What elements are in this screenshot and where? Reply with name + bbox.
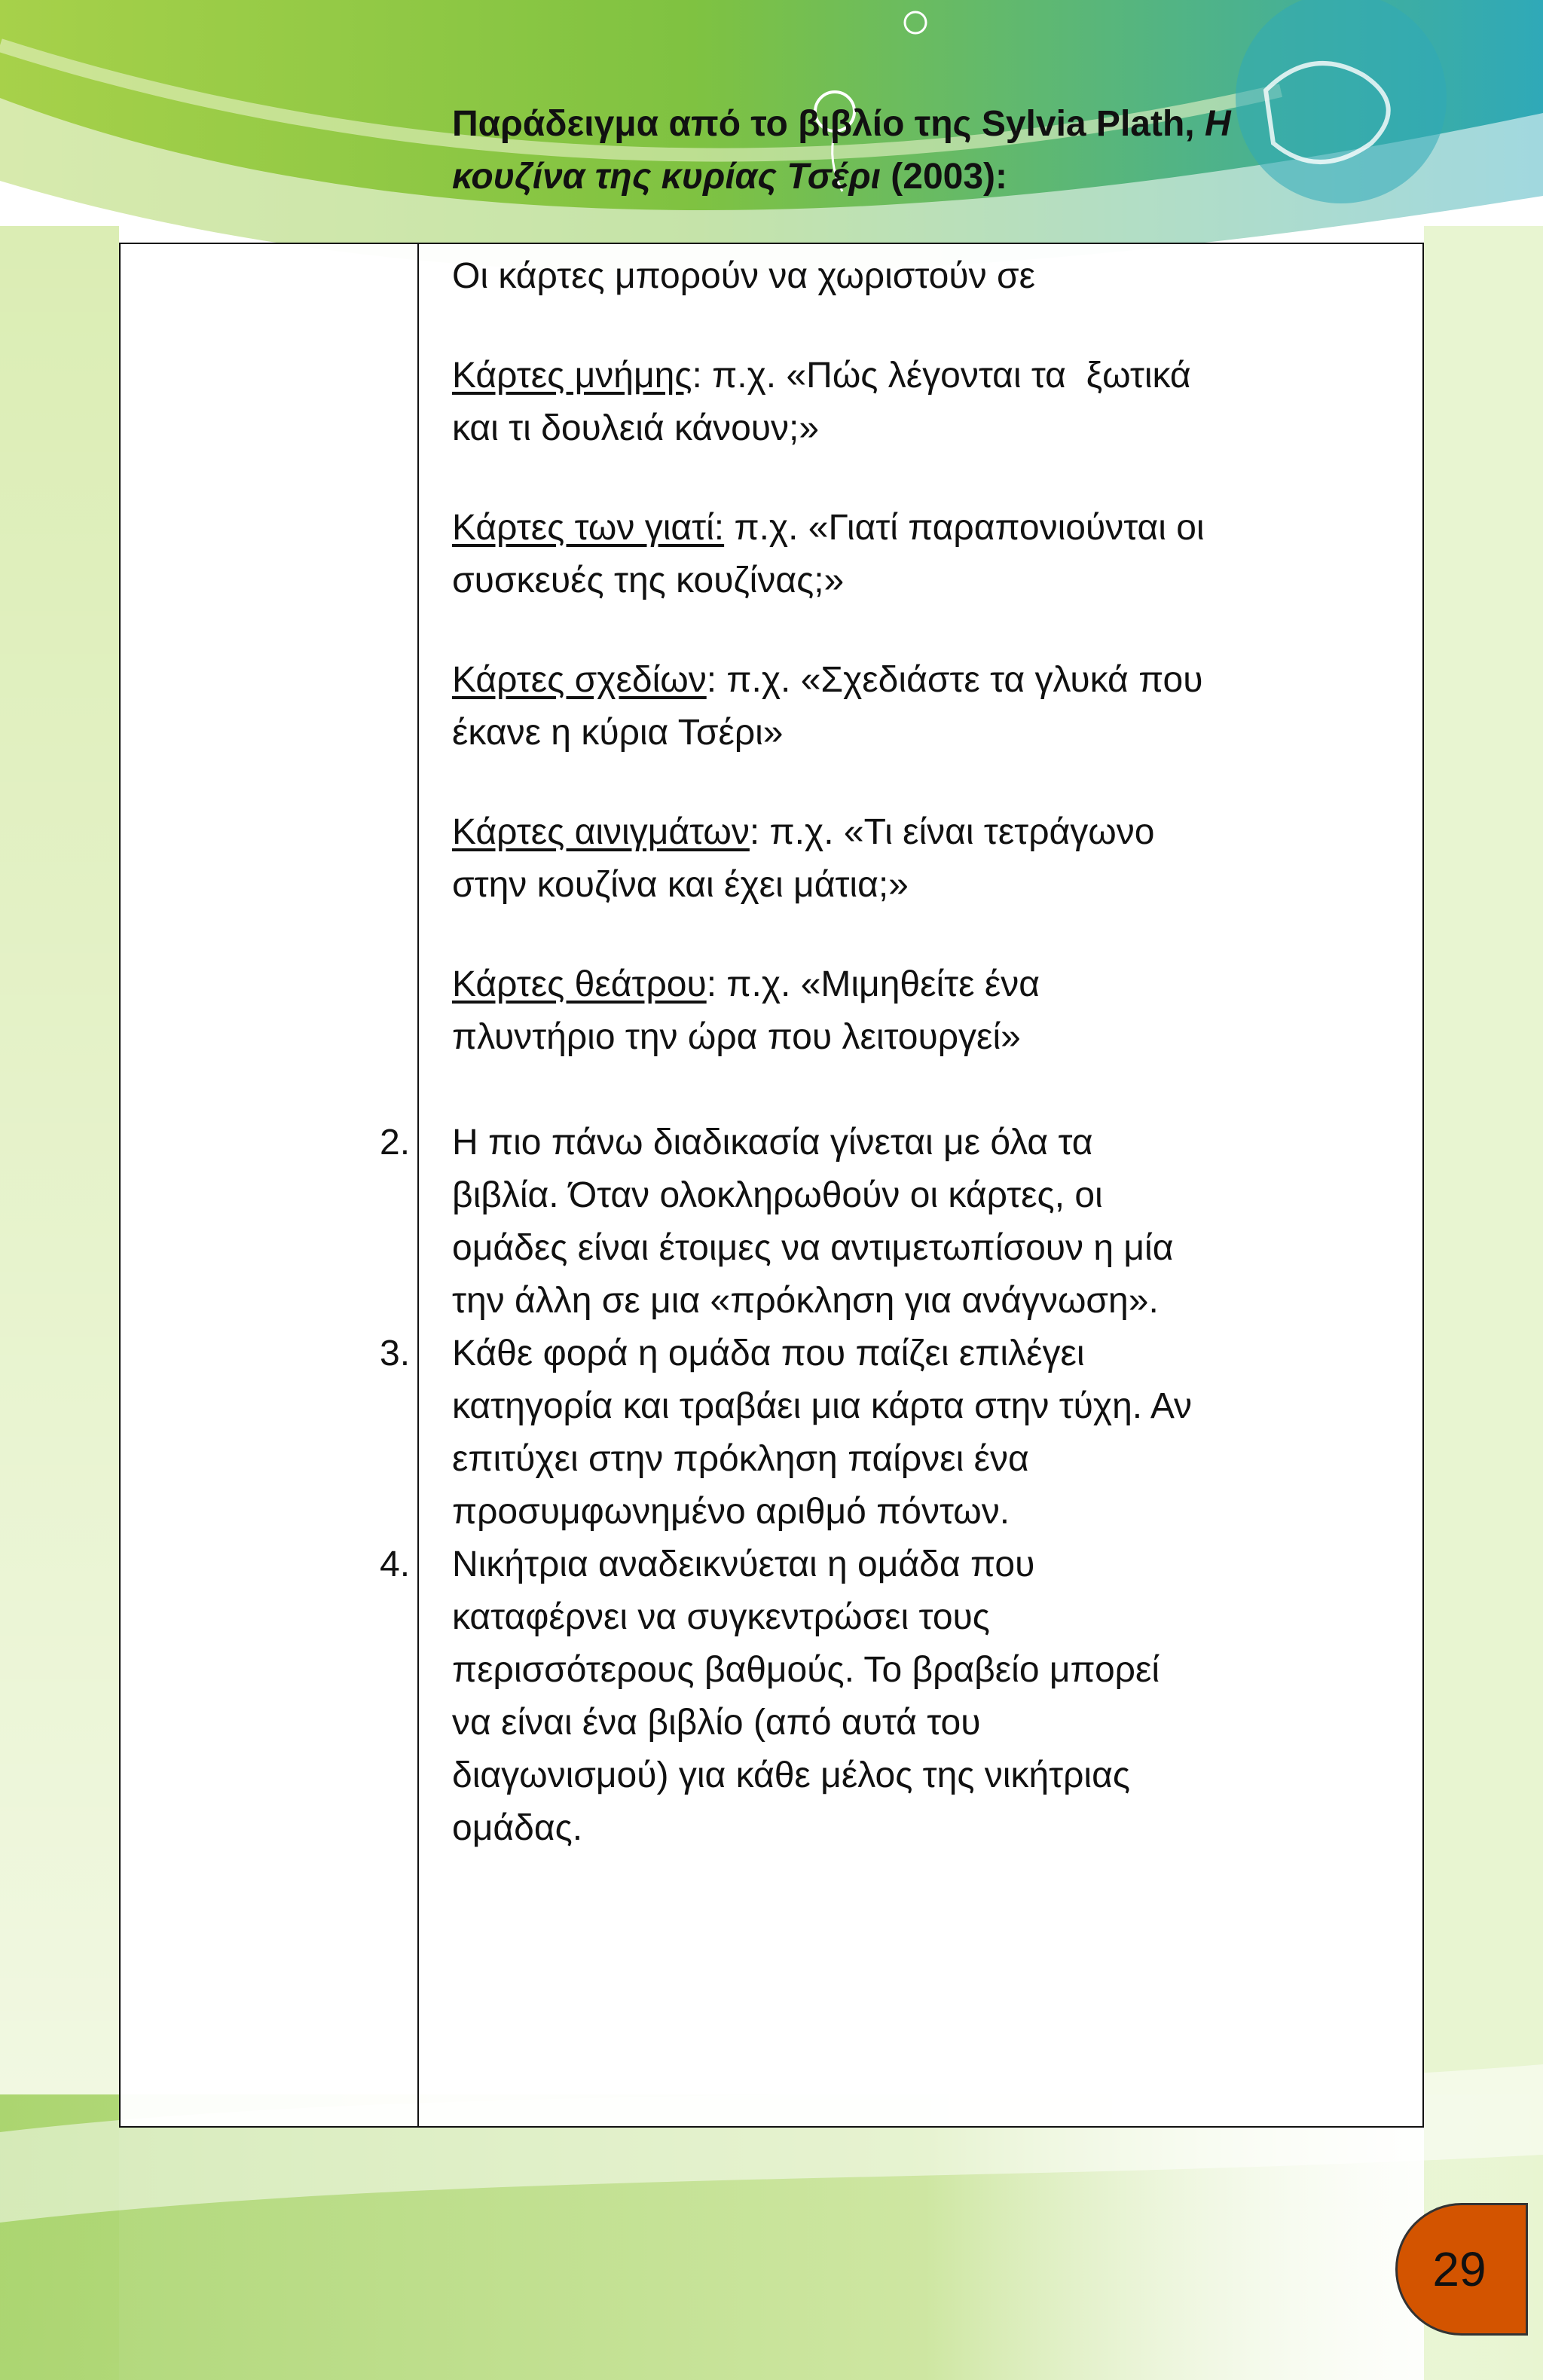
- card-type-item: [452, 502, 1288, 607]
- card-type-example: π.χ. «Πώς λέγονται τα ξωτικά: [701, 356, 1191, 396]
- list-item-text: την άλλη σε μια «πρόκληση για ανάγνωση».: [452, 1281, 1159, 1321]
- list-item-text: βιβλία. Όταν ολοκληρωθούν οι κάρτες, οι: [452, 1175, 1103, 1215]
- card-type-item: [452, 350, 1288, 455]
- card-type-label: Κάρτες σχεδίων: [452, 660, 707, 700]
- card-type-example: π.χ. «Σχεδιάστε τα γλυκά που: [717, 660, 1203, 700]
- card-type-example: στην κουζίνα και έχει μάτια;»: [452, 865, 909, 905]
- numbered-steps: [380, 1117, 1288, 1855]
- card-type-separator: :: [706, 964, 717, 1004]
- list-item-text: Νικήτρια αναδεικνύεται η ομάδα που: [452, 1544, 1035, 1584]
- main-content: [380, 98, 1288, 1855]
- list-item-text: ομάδας.: [452, 1808, 583, 1848]
- card-type-separator: :: [692, 356, 702, 396]
- list-item-text: καταφέρνει να συγκεντρώσει τους: [452, 1597, 990, 1637]
- list-item-number: 3.: [380, 1334, 411, 1373]
- list-item-text: κατηγορία και τραβάει μια κάρτα στην τύχη. Αν: [452, 1386, 1192, 1426]
- list-item: [380, 1117, 1288, 1327]
- page-number-badge: [1395, 2203, 1528, 2336]
- list-item-text: Κάθε φορά η ομάδα που παίζει επιλέγει: [452, 1334, 1085, 1373]
- card-type-separator: :: [749, 812, 760, 852]
- heading-year: (2003):: [880, 157, 1008, 197]
- card-type-example: πλυντήριο την ώρα που λειτουργεί»: [452, 1017, 1021, 1057]
- card-type-label: Κάρτες αινιγμάτων: [452, 812, 750, 852]
- card-type-label: Κάρτες θεάτρου: [452, 964, 707, 1004]
- list-item-number: 2.: [380, 1123, 411, 1163]
- page-number: 29: [1432, 2242, 1486, 2296]
- card-types-list: [452, 350, 1288, 1064]
- card-type-item: [452, 806, 1288, 912]
- card-type-separator: :: [706, 660, 717, 700]
- intro-text: Οι κάρτες μπορούν να χωριστούν σε: [452, 256, 1035, 296]
- list-item-text: διαγωνισμού) για κάθε μέλος της νικήτριας: [452, 1755, 1130, 1795]
- list-item-text: επιτύχει στην πρόκληση παίρνει ένα: [452, 1439, 1029, 1479]
- card-type-example: έκανε η κύρια Τσέρι»: [452, 713, 784, 753]
- list-item: [380, 1327, 1288, 1538]
- table-column-divider: [417, 244, 419, 2126]
- list-item-text: να είναι ένα βιβλίο (από αυτά του: [452, 1703, 981, 1743]
- card-type-example: π.χ. «Μιμηθείτε ένα: [717, 964, 1040, 1004]
- card-type-label: Κάρτες μνήμης: [452, 356, 692, 396]
- list-item-text: Η πιο πάνω διαδικασία γίνεται με όλα τα: [452, 1123, 1093, 1163]
- list-item-text: ομάδες είναι έτοιμες να αντιμετωπίσουν η μία: [452, 1228, 1174, 1268]
- list-item-text: προσυμφωνημένο αριθμό πόντων.: [452, 1492, 1010, 1532]
- list-item: [380, 1538, 1288, 1855]
- heading-italic-title: κουζίνα της κυρίας Τσέρι: [452, 157, 881, 197]
- card-type-item: [452, 654, 1288, 759]
- card-type-item: [452, 958, 1288, 1064]
- card-type-example: π.χ. «Γιατί παραπονιούνται οι: [724, 508, 1205, 548]
- card-type-label: Κάρτες των γιατί:: [452, 508, 725, 548]
- card-type-example: π.χ. «Τι είναι τετράγωνο: [759, 812, 1155, 852]
- list-item-number: 4.: [380, 1544, 411, 1584]
- heading-text: Παράδειγμα από το βιβλίο της Sylvia Plath,: [452, 104, 1205, 144]
- card-type-example: συσκευές της κουζίνας;»: [452, 561, 845, 600]
- card-type-example: και τι δουλειά κάνουν;»: [452, 408, 820, 448]
- list-item-text: περισσότερους βαθμούς. Το βραβείο μπορεί: [452, 1650, 1160, 1690]
- example-heading: [452, 98, 1288, 203]
- heading-italic-title: Η: [1204, 104, 1231, 144]
